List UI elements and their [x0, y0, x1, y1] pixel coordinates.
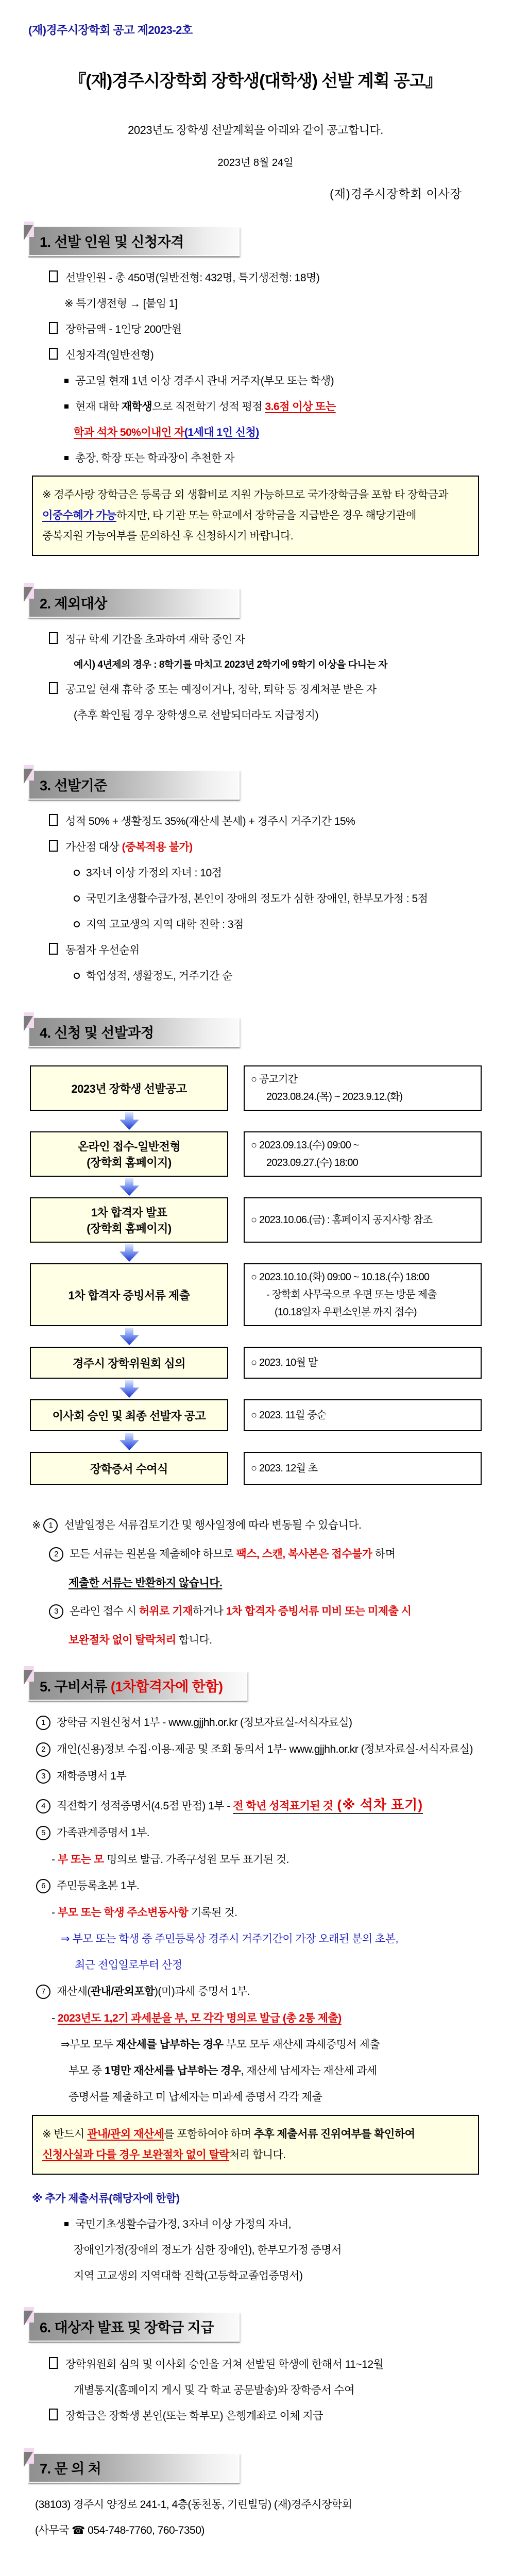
- checkbox-icon: [49, 632, 58, 644]
- page-title: 『(재)경주시장학회 장학생(대학생) 선발 계획 공고』: [69, 71, 442, 90]
- circled-number: 3: [49, 1604, 63, 1619]
- doc-number: (재)경주시장학회 공고 제2023-2호: [28, 24, 193, 37]
- line-text: 장학위원회 심의 및 이사회 승인을 거쳐 선발된 학생에 한해서 11~12월: [65, 2359, 384, 2370]
- section-5: [0, 1671, 511, 2283]
- down-arrow-icon: [120, 1433, 139, 1450]
- line-text: 재학증명서 1부: [57, 1770, 127, 1782]
- qualification-line: [49, 347, 511, 362]
- line-text: 재산세(: [57, 1986, 91, 1997]
- step-label: 1차 합격자 발표: [91, 1206, 167, 1219]
- note-3: [49, 1603, 511, 1619]
- line-text: 개인(신용)정보 수집·이용·제공 및 조회 동의서 1부- www.gjjhh.or.kr (정보자료실-서식자료실): [57, 1743, 473, 1755]
- circle-bullet-icon: [74, 973, 80, 979]
- doc-issuer: (재)경주시장학회 이사장: [330, 187, 462, 200]
- red-highlight-text: 부 또는 모: [57, 1854, 104, 1866]
- qualification-item-2-cont: [74, 424, 511, 439]
- step-label-2: (장학회 홈페이지): [87, 1222, 172, 1235]
- exclusion-item-2: [49, 681, 511, 697]
- line-text: 공고일 현재 휴학 중 또는 예정이거나, 정학, 퇴학 등 징계처분 받은 자: [65, 684, 377, 696]
- red-highlight-text: 3.6점 이상 또는: [265, 401, 336, 413]
- flow-step-label: [30, 1131, 228, 1177]
- bonus-item-3: [74, 916, 511, 931]
- bold-text: 추후 제출서류 진위여부를 확인하여: [253, 2128, 415, 2140]
- red-highlight-text: 신청사실과 다를 경우 보완절차 없이 탈락: [42, 2149, 230, 2161]
- doc-subtitle: 2023년도 장학생 선발계획을 아래와 같이 공고합니다.: [128, 124, 383, 137]
- line-text: 부모 모두 재산세 과세증명서 제출: [223, 2039, 380, 2050]
- checkbox-icon: [49, 348, 58, 360]
- line-text: , 재산세 납세자는 재산세 과세: [241, 2065, 377, 2077]
- exclusion-example: [74, 657, 511, 671]
- section-2-heading: 2. 제외대상: [28, 588, 240, 618]
- red-highlight-text: 관내/관외 재산세: [87, 2128, 164, 2140]
- step-label-2: (장학회 홈페이지): [87, 1156, 172, 1169]
- required-doc-3: [36, 1768, 511, 1784]
- line-text: 지역 고교생의 지역 대학 진학 : 3점: [86, 919, 244, 930]
- line-text: 명의로 발급. 가족구성원 모두 표기된 것.: [104, 1854, 289, 1866]
- flow-step-detail: [244, 1131, 482, 1177]
- bold-text: 재산세를 납부하는 경우: [115, 2039, 224, 2050]
- blue-text: ⇒ 부모 또는 학생 중 주민등록상 경주시 거주기간이 가장 오래된 분의 초본,: [61, 1933, 398, 1945]
- payment-item-2: [49, 2408, 511, 2423]
- square-bullet-icon: [64, 2222, 69, 2226]
- section-3-heading: 3. 선발기준: [28, 770, 240, 800]
- line-text: 하며: [372, 1548, 396, 1560]
- step-label: 온라인 접수-일반전형: [77, 1140, 181, 1153]
- step-detail-line: 2023.08.24.(목) ~ 2023.9.12.(화): [266, 1091, 403, 1103]
- required-doc-6-note: - 부모 또는 학생 주소변동사항 기록된 것.: [52, 1907, 237, 1919]
- down-arrow-icon: [120, 1112, 139, 1130]
- line-text: 개별통지(홈페이지 게시 및 각 학교 공문발송)와 장학증서 수여: [74, 2384, 354, 2396]
- circled-number: 1: [36, 1716, 50, 1730]
- flow-step-document-submit: [30, 1263, 511, 1326]
- section-6: [0, 2312, 511, 2423]
- circled-number: 7: [36, 1985, 50, 1999]
- line-text: 3자녀 이상 가정의 자녀 : 10점: [86, 867, 222, 879]
- red-highlight-text: 전 학년 성적표기된 것: [233, 1800, 333, 1812]
- red-highlight-text: 2023년도 1,2기 과세분을 부, 모 각각 명의로 발급 (총 2통 제출): [57, 2012, 342, 2024]
- checkbox-icon: [49, 814, 58, 826]
- step-detail-line: ○ 2023.09.13.(수) 09:00 ~: [251, 1140, 359, 1151]
- section-1-heading: 1. 선발 인원 및 신청자격: [28, 226, 240, 256]
- step-label: 장학증서 수여식: [90, 1462, 168, 1476]
- circle-bullet-icon: [74, 870, 80, 876]
- line-text: (38103) 경주시 양정로 241-1, 4층(동천동, 기린빌딩) (재)경주시장학회: [35, 2499, 352, 2511]
- section-4: [0, 1017, 511, 1647]
- line-text: ⇒부모 모두: [61, 2039, 116, 2050]
- circled-number: 2: [36, 1742, 50, 1757]
- flow-step-committee-review: [30, 1347, 511, 1379]
- required-doc-7-arrow-1: [61, 2036, 511, 2052]
- selection-count-line: [49, 269, 511, 285]
- extra-doc-3: [74, 2267, 511, 2283]
- line-text: 정규 학제 기간을 초과하여 재학 중인 자: [65, 634, 245, 646]
- flow-step-ceremony: [30, 1452, 511, 1485]
- line-text: 선발일정은 서류검토기간 및 행사일정에 따라 변동될 수 있습니다.: [64, 1519, 362, 1531]
- line-text: 직전학기 성적증명서(4.5점 만점) 1부 -: [57, 1800, 233, 1812]
- flow-notes: [0, 1517, 511, 1647]
- required-doc-4: [36, 1794, 511, 1814]
- step-detail-line: ○ 공고기간: [251, 1074, 298, 1085]
- payment-item-1: [49, 2356, 511, 2371]
- line-text: 모든 서류는 원본을 제출해야 하므로: [70, 1548, 236, 1560]
- required-doc-5-note: - 부 또는 모 명의로 발급. 가족구성원 모두 표기된 것.: [52, 1854, 289, 1866]
- required-doc-5: [36, 1824, 511, 1840]
- property-tax-notice-box: [32, 2115, 479, 2175]
- section-1: [0, 226, 511, 556]
- notice-text: 를 포함하여야 하며: [164, 2128, 254, 2140]
- flow-step-label: [30, 1452, 228, 1485]
- blue-title-text: ※ 추가 제출서류(해당자에 한함): [32, 2193, 180, 2205]
- line-text: 하거나: [193, 1605, 226, 1617]
- circle-bullet-icon: [74, 921, 80, 927]
- line-text: 기록된 것.: [188, 1907, 237, 1919]
- flow-step-label: [30, 1197, 228, 1243]
- step-detail-line: ○ 2023.10.10.(화) 09:00 ~ 10.18.(수) 18:00: [251, 1272, 430, 1283]
- step-detail-line: ○ 2023. 12월 초: [251, 1463, 318, 1474]
- checkbox-icon: [49, 840, 58, 852]
- checkbox-icon: [49, 682, 58, 694]
- red-highlight-text: 학과 석차 50%이내인 자: [74, 427, 184, 438]
- required-doc-7: [36, 1983, 511, 1999]
- blue-highlight-text: (1세대 1인 신청): [184, 427, 259, 438]
- line-text: ※ 특기생전형 → [붙임 1]: [64, 298, 178, 310]
- red-highlight-text: (1차합격자에 한함): [110, 1679, 223, 1694]
- square-bullet-icon: [64, 379, 69, 383]
- line-text: 장학금은 장학생 본인(또는 학부모) 은행계좌로 이체 지급: [65, 2410, 323, 2422]
- step-detail-line: (10.18일자 우편소인분 까지 접수): [275, 1307, 417, 1318]
- line-text: 장애인가정(장애의 정도가 심한 장애인), 한부모가정 증명서: [74, 2244, 342, 2256]
- extra-doc-1: [64, 2216, 511, 2231]
- section-6-heading: 6. 대상자 발표 및 장학금 지급: [28, 2312, 240, 2342]
- square-bullet-icon: [64, 404, 69, 409]
- contact-address: [35, 2496, 511, 2512]
- checkbox-icon: [49, 2409, 58, 2420]
- flow-step-detail: [244, 1399, 482, 1431]
- note-1: [32, 1517, 511, 1533]
- circled-number: 3: [36, 1769, 50, 1784]
- heading-text: 5. 구비서류: [40, 1679, 111, 1694]
- checkbox-icon: [49, 2357, 58, 2369]
- line-text: 주민등록초본 1부.: [57, 1880, 140, 1892]
- checkbox-icon: [49, 943, 58, 955]
- flow-step-online-apply: [30, 1131, 511, 1177]
- line-text: )(미)과세 증명서 1부.: [154, 1986, 250, 1997]
- flow-step-detail: [244, 1452, 482, 1485]
- red-highlight-text: 보완절차 없이 탈락처리: [69, 1634, 176, 1646]
- step-label: 2023년 장학생 선발공고: [71, 1082, 187, 1095]
- line-text: 장학금 지원신청서 1부 - www.gjjhh.or.kr (정보자료실-서식자료실): [57, 1717, 352, 1728]
- section-4-heading: 4. 신청 및 선발과정: [28, 1017, 240, 1047]
- criteria-weights-line: [49, 813, 511, 828]
- qualification-item-2: [64, 398, 511, 414]
- square-bullet-icon: [64, 456, 69, 460]
- flow-step-detail: [244, 1197, 482, 1243]
- circled-number: 5: [36, 1826, 50, 1840]
- red-highlight-text: (중복적용 불가): [122, 841, 193, 853]
- notice-text: ※ 경주사랑 장학금은 등록금 외 생활비로 지원 가능하므로 국가장학금을 포함 타 장학금과: [42, 489, 449, 501]
- note-3-cont: [69, 1632, 511, 1647]
- extra-documents: [0, 2190, 511, 2283]
- step-detail-line: ○ 2023.10.06.(금) : 홈페이지 공지사항 참조: [251, 1214, 433, 1226]
- required-doc-7-arrow-3: [69, 2089, 511, 2104]
- circled-number: 4: [36, 1799, 50, 1814]
- required-doc-7-note: - 2023년도 1,2기 과세분을 부, 모 각각 명의로 발급 (총 2통 제출): [52, 2012, 342, 2024]
- section-5-heading: [28, 1671, 247, 1701]
- special-type-note: [64, 295, 511, 311]
- bonus-item-2: [74, 890, 511, 906]
- red-scrawl-text: (※ 석차 표기): [333, 1797, 423, 1812]
- line-text: (사무국 ☎ 054-748-7760, 760-7350): [35, 2524, 205, 2536]
- required-doc-2: [36, 1741, 511, 1757]
- line-text: 신청자격(일반전형): [65, 349, 154, 361]
- flow-step-first-result: [30, 1197, 511, 1243]
- red-highlight-text: 1차 합격자 증빙서류 미비 또는 미제출 시: [226, 1605, 412, 1617]
- line-text: 학업성적, 생활정도, 거주기간 순: [86, 970, 232, 982]
- red-highlight-text: 팩스, 스캔, 복사본은 접수불가: [236, 1548, 372, 1560]
- reference-mark: ※: [32, 1519, 41, 1531]
- step-detail-line: - 장학회 사무국으로 우편 또는 방문 제출: [266, 1289, 437, 1300]
- note-2-cont: [69, 1574, 511, 1590]
- line-text: 합니다.: [176, 1634, 212, 1646]
- line-text: 부모 중: [69, 2065, 105, 2077]
- notice-text: 중복지원 가능여부를 문의하신 후 신청하시기 바랍니다.: [42, 530, 294, 542]
- line-text: 장학금액 - 1인당 200만원: [65, 324, 182, 335]
- extra-doc-2: [74, 2242, 511, 2257]
- circled-number: 2: [49, 1547, 63, 1562]
- flow-step-label: [30, 1347, 228, 1379]
- contact-phone: [35, 2522, 511, 2537]
- flow-step-detail: [244, 1065, 482, 1111]
- flow-step-label: [30, 1399, 228, 1431]
- line-text: 국민기초생활수급가정, 본인이 장애의 정도가 심한 장애인, 한부모가정 : 5점: [86, 893, 428, 905]
- bonus-points-line: [49, 839, 511, 854]
- exclusion-item-2-cont: [74, 707, 511, 722]
- scholarship-amount-line: [49, 321, 511, 336]
- step-label: 1차 합격자 증빙서류 제출: [68, 1289, 190, 1302]
- flow-step-detail: [244, 1347, 482, 1379]
- exclusion-item-1: [49, 631, 511, 647]
- line-text: 온라인 접수 시: [70, 1605, 139, 1617]
- line-text: 가족관계증명서 1부.: [57, 1827, 150, 1839]
- checkbox-icon: [49, 322, 58, 334]
- blue-text: 최근 전입일로부터 산정: [75, 1959, 182, 1971]
- section-7-heading: 7. 문 의 처: [28, 2453, 240, 2483]
- section-7: [0, 2453, 511, 2537]
- line-text: 으로 직전학기 성적 평점: [152, 401, 265, 413]
- down-arrow-icon: [120, 1380, 139, 1398]
- qualification-item-1: [64, 372, 511, 388]
- required-doc-6-arrow-note-cont: [75, 1957, 511, 1972]
- bold-text: 재학생: [121, 401, 152, 413]
- extra-doc-title: [32, 2190, 511, 2206]
- bonus-item-1: [74, 865, 511, 880]
- notice-text: ※ 반드시: [42, 2128, 88, 2140]
- red-highlight-text: 허위로 기재: [139, 1605, 193, 1617]
- flow-step-label: [30, 1065, 228, 1111]
- red-highlight-text: 부모 또는 학생 주소변동사항: [57, 1907, 189, 1919]
- bold-text: 관내/관외포함: [90, 1986, 155, 1997]
- selection-flowchart: [0, 1065, 511, 1485]
- step-label: 이사회 승인 및 최종 선발자 공고: [52, 1409, 206, 1422]
- line-text: 공고일 현재 1년 이상 경주시 관내 거주자(부모 또는 학생): [75, 375, 334, 387]
- flow-step-announcement: [30, 1065, 511, 1111]
- section-3: [0, 770, 511, 983]
- step-detail-line: ○ 2023. 11월 중순: [251, 1410, 327, 1421]
- qualification-item-3: [64, 450, 511, 465]
- circled-number: 1: [43, 1518, 58, 1533]
- flow-step-board-approval: [30, 1399, 511, 1431]
- line-text: 가산점 대상: [65, 841, 122, 853]
- note-2: [49, 1546, 511, 1562]
- flow-step-detail: [244, 1263, 482, 1326]
- tiebreak-order: [74, 968, 511, 983]
- line-text: 지역 고교생의 지역대학 진학(고등학교졸업증명서): [74, 2270, 303, 2282]
- required-doc-6: [36, 1877, 511, 1893]
- flow-step-label: [30, 1263, 228, 1326]
- notice-text: 하지만, 타 기관 또는 학교에서 장학금을 지급받은 경우 해당기관에: [116, 510, 417, 521]
- line-text: 성적 50% + 생활정도 35%(재산세 본세) + 경주시 거주기간 15%: [65, 816, 355, 827]
- tiebreak-line: [49, 942, 511, 957]
- line-text: 총장, 학장 또는 학과장이 추천한 자: [75, 452, 235, 464]
- line-text: 현재 대학: [75, 401, 122, 413]
- circle-bullet-icon: [74, 895, 80, 902]
- line-text: 예시) 4년제의 경우 : 8학기를 마치고 2023년 2학기에 9학기 이상을 다니는 자: [74, 659, 387, 670]
- down-arrow-icon: [120, 1178, 139, 1196]
- down-arrow-icon: [120, 1328, 139, 1345]
- line-text: 선발인원 - 총 450명(일반전형: 432명, 특기생전형: 18명): [65, 272, 320, 284]
- line-text: 동점자 우선순위: [65, 944, 140, 956]
- line-text: 증명서를 제출하고 미 납세자는 미과세 증명서 각각 제출: [69, 2091, 322, 2103]
- doc-date: 2023년 8월 24일: [217, 157, 294, 168]
- circled-number: 6: [36, 1879, 50, 1893]
- step-detail-line: 2023.09.27.(수) 18:00: [266, 1157, 358, 1168]
- bold-text: 1명만 재산세를 납부하는 경우: [105, 2065, 241, 2077]
- required-doc-6-arrow-note: [61, 1930, 511, 1946]
- blue-highlight-text: 이중수혜가 가능: [42, 510, 116, 521]
- section-2: [0, 588, 511, 722]
- payment-item-1-cont: [74, 2382, 511, 2397]
- line-text: (추후 확인될 경우 장학생으로 선발되더라도 지급정지): [74, 709, 318, 721]
- required-doc-1: [36, 1714, 511, 1730]
- checkbox-icon: [49, 270, 58, 282]
- required-doc-7-arrow-2: [69, 2062, 511, 2078]
- down-arrow-icon: [120, 1244, 139, 1262]
- underlined-text: 제출한 서류는 반환하지 않습니다.: [69, 1577, 223, 1589]
- step-detail-line: ○ 2023. 10월 말: [251, 1357, 318, 1368]
- duplicate-benefit-notice-box: [32, 476, 479, 556]
- step-label: 경주시 장학위원회 심의: [73, 1357, 185, 1370]
- line-text: 국민기초생활수급가정, 3자녀 이상 가정의 자녀,: [75, 2218, 292, 2230]
- notice-text: 처리 합니다.: [229, 2149, 286, 2161]
